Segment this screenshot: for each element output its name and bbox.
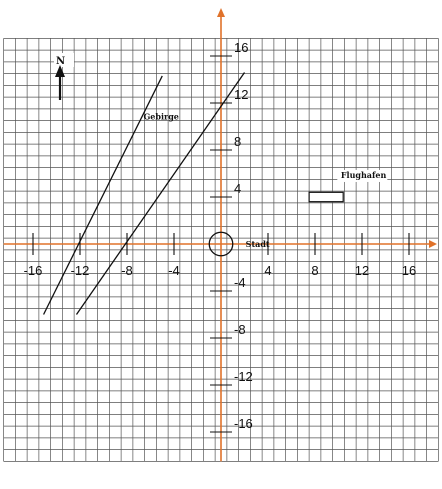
x-tick-label: -8 (121, 263, 133, 278)
y-tick-label: 16 (234, 40, 249, 55)
north-label: N (56, 56, 66, 67)
north-arrow-icon (54, 53, 74, 100)
y-tick-label: -8 (234, 322, 246, 337)
axes (4, 8, 437, 461)
x-axis-arrow-icon (429, 240, 437, 248)
y-tick-label: -12 (234, 369, 253, 384)
airport-marker (309, 192, 343, 201)
y-tick-label: 8 (234, 134, 242, 149)
y-tick-label: -16 (234, 416, 253, 431)
x-tick-label: -4 (168, 263, 180, 278)
x-tick-label: 8 (311, 263, 319, 278)
airport-label: Flughafen (340, 170, 387, 181)
y-tick-label: 4 (234, 181, 242, 196)
x-tick-label: 4 (264, 263, 272, 278)
y-tick-label: -4 (234, 275, 246, 290)
x-tick-label: 16 (401, 263, 417, 278)
mountains-label: Gebirge (143, 111, 179, 122)
y-tick-label: 12 (234, 87, 249, 102)
y-axis-arrow-icon (217, 8, 225, 17)
city-label: Stadt (245, 238, 270, 249)
x-tick-label: 12 (354, 263, 370, 278)
x-tick-label: -12 (70, 263, 90, 278)
x-tick-label: -16 (23, 263, 43, 278)
